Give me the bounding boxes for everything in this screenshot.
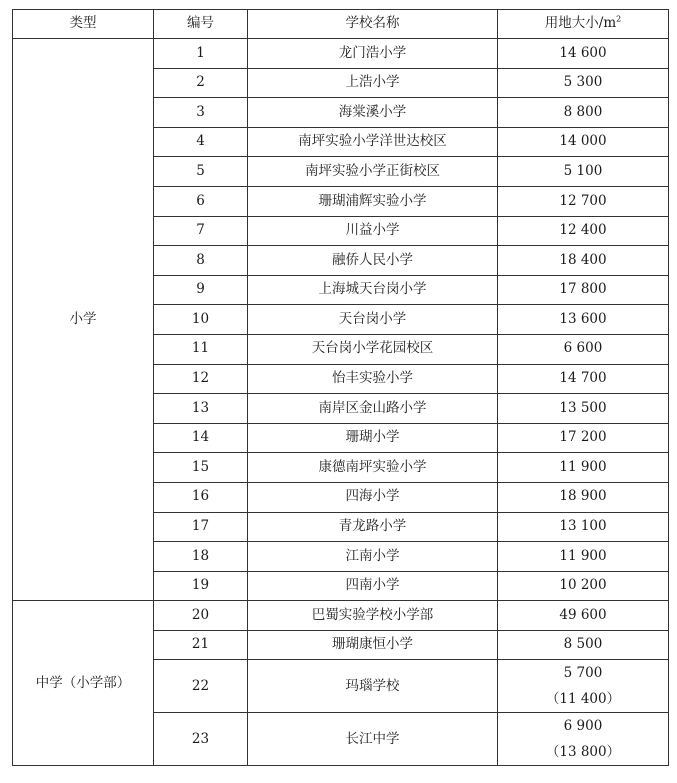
- land-area-cell: 14 000: [498, 127, 669, 157]
- school-name-cell: 珊瑚浦辉实验小学: [248, 186, 498, 216]
- number-cell: 8: [154, 246, 248, 276]
- school-name-cell: 南岸区金山路小学: [248, 394, 498, 424]
- number-cell: 22: [154, 660, 248, 713]
- number-cell: 21: [154, 630, 248, 660]
- land-area-cell: 13 500: [498, 394, 669, 424]
- number-cell: 16: [154, 482, 248, 512]
- number-cell: 2: [154, 68, 248, 98]
- land-area-value: 6 900: [563, 718, 603, 735]
- header-land-area-label: 用地大小/m: [544, 15, 617, 32]
- school-name-cell: 四南小学: [248, 571, 498, 601]
- land-area-cell: 5 100: [498, 157, 669, 187]
- number-cell: 12: [154, 364, 248, 394]
- school-name-cell: 怡丰实验小学: [248, 364, 498, 394]
- number-cell: 11: [154, 334, 248, 364]
- school-name-cell: 江南小学: [248, 542, 498, 572]
- school-name-cell: 南坪实验小学正街校区: [248, 157, 498, 187]
- land-area-cell: 12 700: [498, 186, 669, 216]
- table-body: [13, 39, 669, 766]
- number-cell: 23: [154, 713, 248, 766]
- land-area-cell: 6 600: [498, 334, 669, 364]
- land-area-cell: 13 600: [498, 305, 669, 335]
- number-cell: 9: [154, 275, 248, 305]
- land-area-cell: 17 200: [498, 423, 669, 453]
- school-name-cell: 海棠溪小学: [248, 98, 498, 128]
- land-area-cell: 18 400: [498, 246, 669, 276]
- land-area-cell: [498, 660, 669, 713]
- school-name-cell: 青龙路小学: [248, 512, 498, 542]
- table-row: [13, 39, 669, 69]
- number-cell: 6: [154, 186, 248, 216]
- number-cell: 1: [154, 39, 248, 69]
- land-area-value: 5 700: [563, 665, 603, 682]
- land-area-cell: 12 400: [498, 216, 669, 246]
- number-cell: 14: [154, 423, 248, 453]
- school-name-cell: 龙门浩小学: [248, 39, 498, 69]
- school-name-cell: 川益小学: [248, 216, 498, 246]
- school-name-cell: 天台岗小学花园校区: [248, 334, 498, 364]
- land-area-cell: 10 200: [498, 571, 669, 601]
- school-land-table: [12, 9, 669, 766]
- number-cell: 13: [154, 394, 248, 424]
- school-name-cell: 巴蜀实验学校小学部: [248, 601, 498, 631]
- land-area-cell: 18 900: [498, 482, 669, 512]
- school-name-cell: 珊瑚康恒小学: [248, 630, 498, 660]
- school-name-cell: 上浩小学: [248, 68, 498, 98]
- land-area-cell: [498, 713, 669, 766]
- table-row: [13, 601, 669, 631]
- school-name-cell: 长江中学: [248, 713, 498, 766]
- land-area-cell: 5 300: [498, 68, 669, 98]
- type-cell: 小学: [13, 39, 154, 601]
- number-cell: 20: [154, 601, 248, 631]
- header-school-name: 学校名称: [248, 10, 498, 39]
- school-name-cell: 康德南坪实验小学: [248, 453, 498, 483]
- school-name-cell: 四海小学: [248, 482, 498, 512]
- land-area-cell: 11 900: [498, 453, 669, 483]
- number-cell: 3: [154, 98, 248, 128]
- number-cell: 10: [154, 305, 248, 335]
- land-area-secondary-value: （13 800）: [545, 744, 621, 761]
- number-cell: 5: [154, 157, 248, 187]
- type-cell: 中学（小学部）: [13, 601, 154, 766]
- school-name-cell: 南坪实验小学洋世达校区: [248, 127, 498, 157]
- land-area-cell: 17 800: [498, 275, 669, 305]
- school-name-cell: 天台岗小学: [248, 305, 498, 335]
- land-area-cell: 14 600: [498, 39, 669, 69]
- header-land-area: [498, 10, 669, 39]
- number-cell: 15: [154, 453, 248, 483]
- header-type: 类型: [13, 10, 154, 39]
- number-cell: 4: [154, 127, 248, 157]
- school-name-cell: 玛瑙学校: [248, 660, 498, 713]
- header-land-area-unit-exponent: 2: [616, 14, 622, 24]
- number-cell: 7: [154, 216, 248, 246]
- header-number: 编号: [154, 10, 248, 39]
- school-name-cell: 融侨人民小学: [248, 246, 498, 276]
- number-cell: 17: [154, 512, 248, 542]
- land-area-secondary-value: （11 400）: [545, 691, 621, 708]
- land-area-cell: 13 100: [498, 512, 669, 542]
- number-cell: 18: [154, 542, 248, 572]
- number-cell: 19: [154, 571, 248, 601]
- land-area-cell: 14 700: [498, 364, 669, 394]
- land-area-cell: 49 600: [498, 601, 669, 631]
- table-header-row: [13, 10, 669, 39]
- land-area-cell: 11 900: [498, 542, 669, 572]
- land-area-cell: 8 800: [498, 98, 669, 128]
- land-area-cell: 8 500: [498, 630, 669, 660]
- school-name-cell: 珊瑚小学: [248, 423, 498, 453]
- school-name-cell: 上海城天台岗小学: [248, 275, 498, 305]
